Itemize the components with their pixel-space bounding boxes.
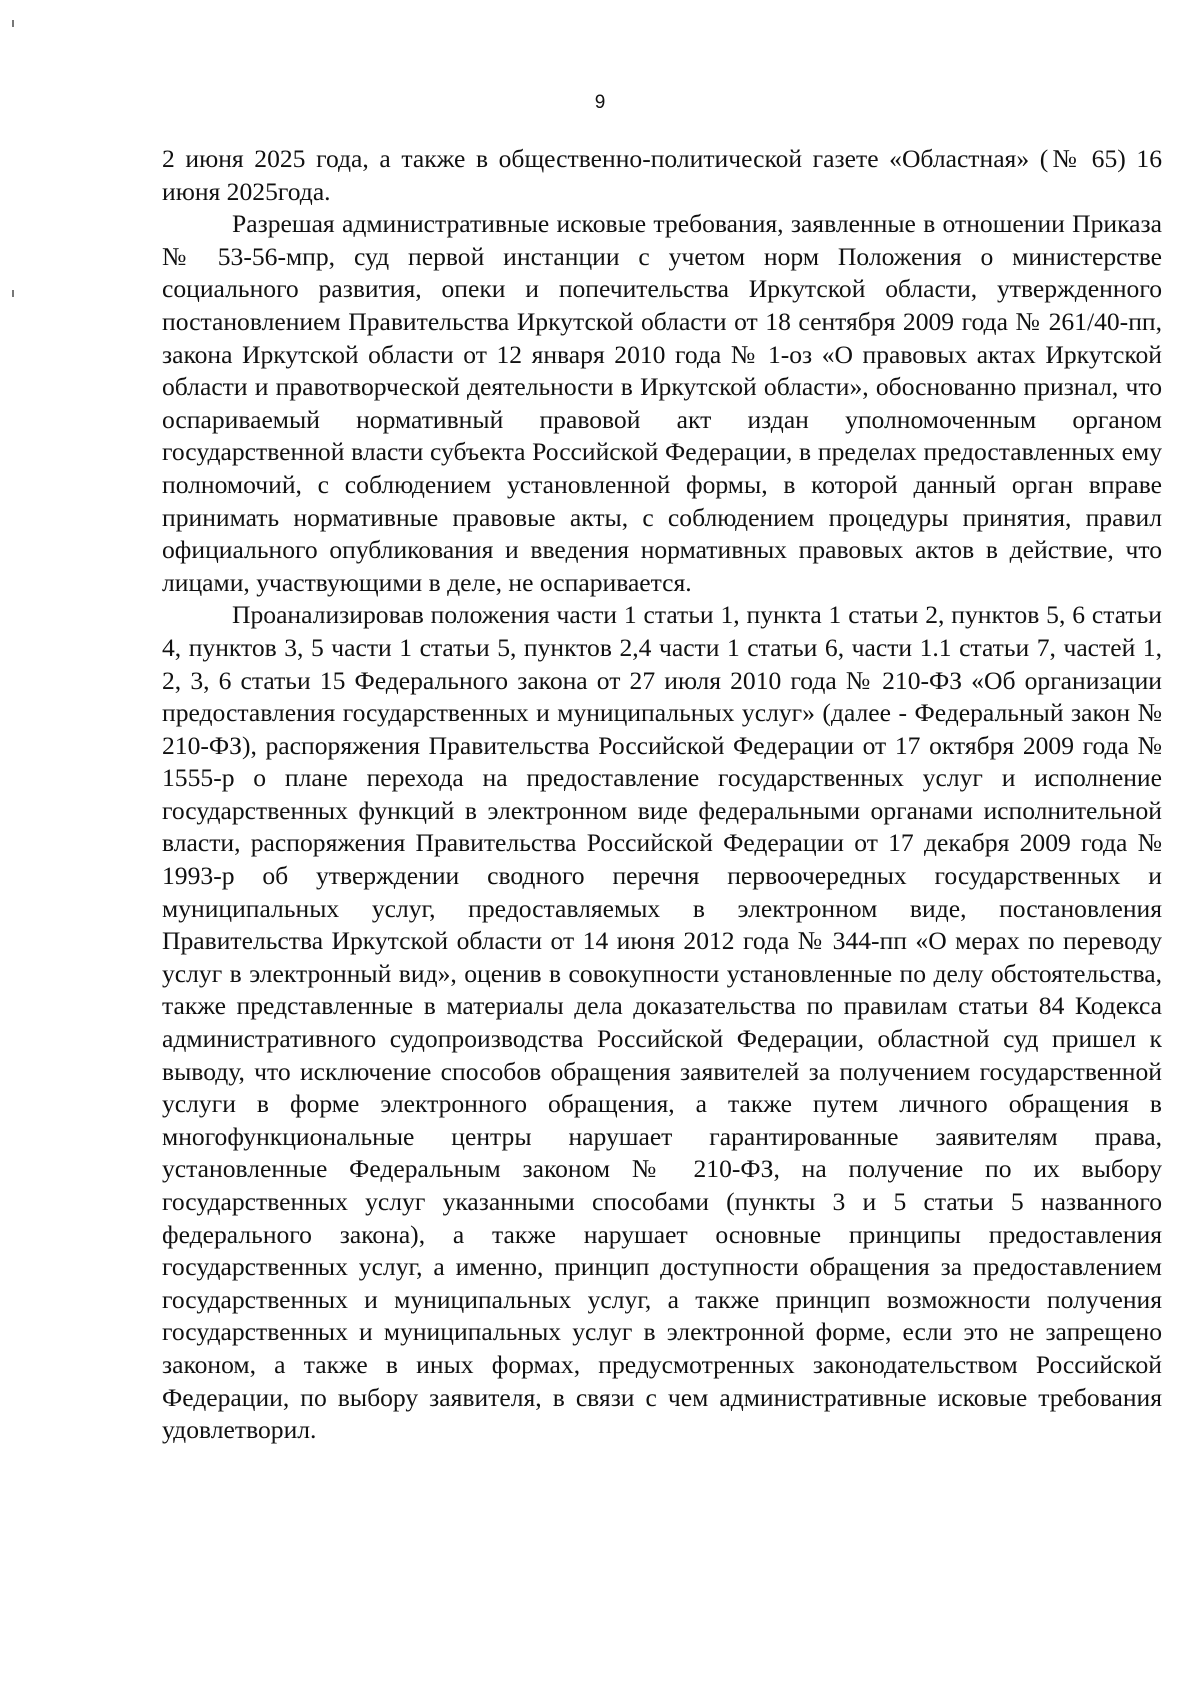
scan-artifact-mark xyxy=(12,290,14,297)
scan-artifact-mark xyxy=(12,20,14,27)
paragraph: 2 июня 2025 года, а также в общественно-политической газете «Областная» (№ 65) 16 июня 2025года. xyxy=(162,144,1162,206)
page-number: 9 xyxy=(594,92,606,113)
document-body xyxy=(162,143,1162,1447)
paragraph: Разрешая административные исковые требования, заявленные в отношении Приказа № 53-56-мпр, суд первой инстанции с учетом норм Положения о министерстве социального развития, опеки и попечительства Иркутской области, утвержденного постановлением Правительства Иркутской области от 18 сентября 2009 года № 261/40-пп, закона Иркутской области от 12 января 2010 года № 1-оз «О правовых актах Иркутской области и правотворческой деятельности в Иркутской области», обоснованно признал, что оспариваемый нормативный правовой акт издан уполномоченным органом государственной власти субъекта Российской Федерации, в пределах предоставленных ему полномочий, с соблюдением установленной формы, в которой данный орган вправе принимать нормативные правовые акты, с соблюдением процедуры принятия, правил официального опубликования и введения нормативных правовых актов в действие, что лицами, участвующими в деле, не оспаривается. xyxy=(162,209,1162,597)
paragraph: Проанализировав положения части 1 статьи 1, пункта 1 статьи 2, пунктов 5, 6 статьи 4, пунктов 3, 5 части 1 статьи 5, пунктов 2,4 части 1 статьи 6, части 1.1 статьи 7, частей 1, 2, 3, 6 статьи 15 Федерального закона от 27 июля 2010 года № 210-ФЗ «Об организации предоставления государственных и муниципальных услуг» (далее - Федеральный закон № 210-ФЗ), распоряжения Правительства Российской Федерации от 17 октября 2009 года № 1555-р о плане перехода на предоставление государственных услуг и исполнение государственных функций в электронном виде федеральными органами исполнительной власти, распоряжения Правительства Российской Федерации от 17 декабря 2009 года № 1993-р об утверждении сводного перечня первоочередных государственных и муниципальных услуг, предоставляемых в электронном виде, постановления Правительства Иркутской области от 14 июня 2012 года № 344-пп «О мерах по переводу услуг в электронный вид», оценив в совокупности установленные по делу обстоятельства, также представленные в материалы дела доказательства по правилам статьи 84 Кодекса административного судопроизводства Российской Федерации, областной суд пришел к выводу, что исключение способов обращения заявителей за получением государственной услуги в форме электронного обращения, а также путем личного обращения в многофункциональные центры нарушает гарантированные заявителям права, установленные Федеральным законом № 210-ФЗ, на получение по их выбору государственных услуг указанными способами (пункты 3 и 5 статьи 5 названного федерального закона), а также нарушает основные принципы предоставления государственных услуг, а именно, принцип доступности обращения за предоставлением государственных и муниципальных услуг, а также принцип возможности получения государственных и муниципальных услуг в электронной форме, если это не запрещено законом, а также в иных формах, предусмотренных законодательством Российской Федерации, по выбору заявителя, в связи с чем административные исковые требования удовлетворил. xyxy=(162,600,1162,1445)
